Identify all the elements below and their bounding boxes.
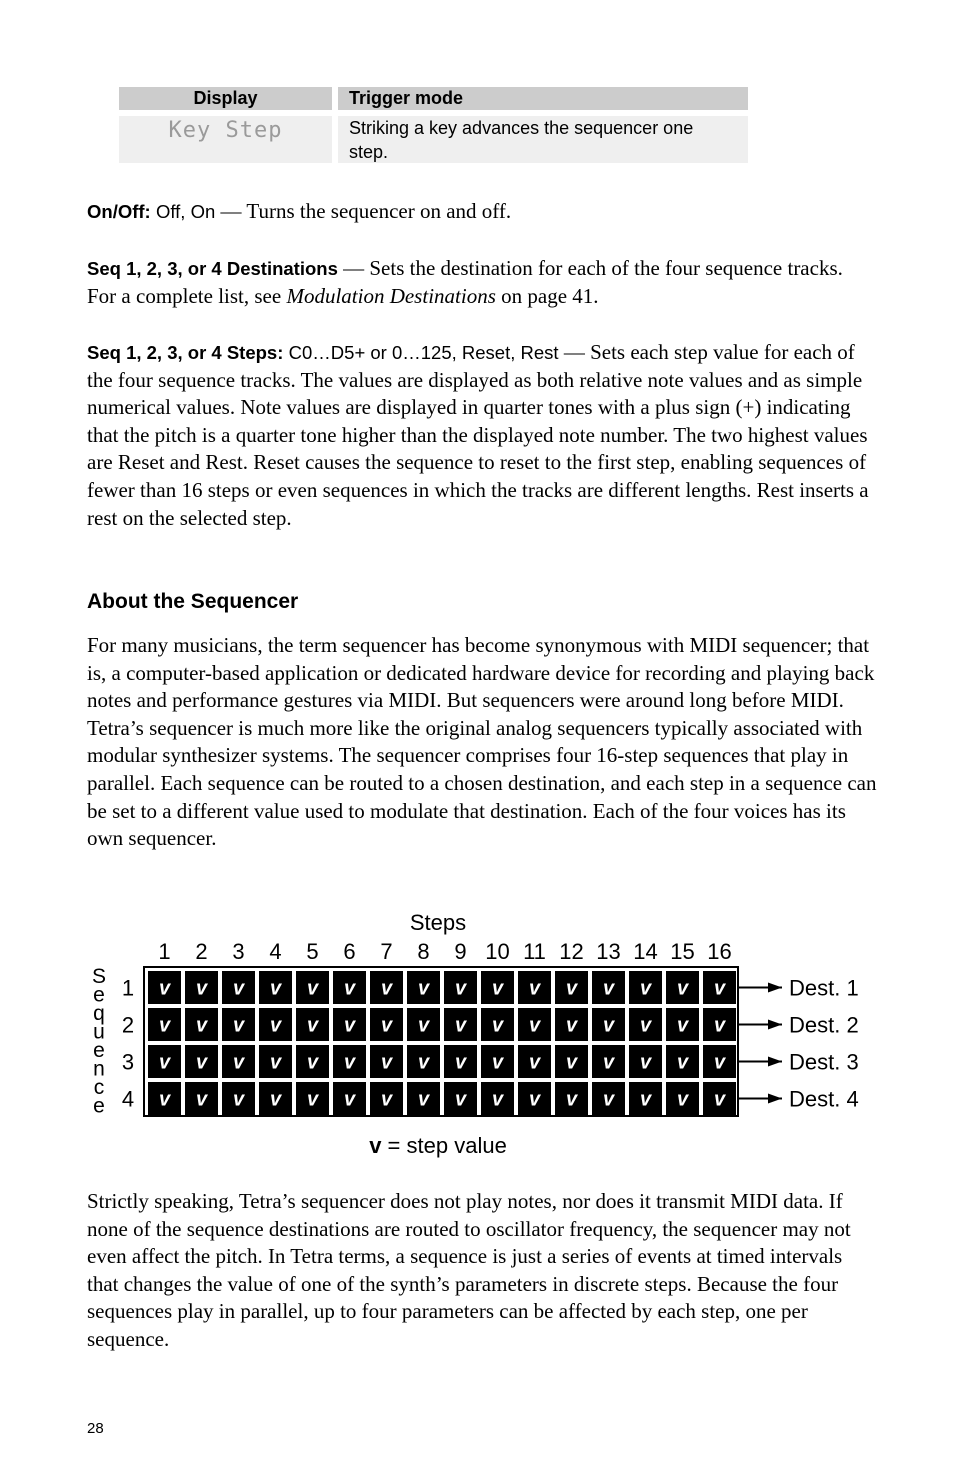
step-value-label: v (269, 1088, 282, 1111)
step-value-label: v (380, 977, 393, 1000)
step-value-label: v (528, 1014, 541, 1037)
step-value-label: v (195, 1014, 208, 1037)
steps-label: Steps (409, 910, 467, 935)
step-value-label: v (380, 1088, 393, 1111)
step-number: 3 (232, 939, 245, 964)
step-value-label: v (195, 977, 208, 1000)
sequence-letter: c (93, 1076, 105, 1099)
step-number: 14 (633, 939, 658, 964)
trigger-mode-table (119, 87, 748, 163)
step-value-label: v (454, 1088, 467, 1111)
legend-text: = step value (381, 1133, 507, 1158)
step-number: 12 (559, 939, 584, 964)
step-number: 11 (523, 939, 546, 964)
param-seq-destinations (87, 255, 877, 310)
step-value-label: v (417, 977, 430, 1000)
step-value-label: v (491, 977, 504, 1000)
sequence-letter: e (93, 1039, 105, 1062)
step-value-label: v (343, 977, 356, 1000)
step-value-label: v (528, 1088, 541, 1111)
step-number-row (158, 939, 731, 964)
row-number: 3 (121, 1049, 135, 1075)
step-value-label: v (417, 1014, 430, 1037)
step-value-label: v (380, 1051, 393, 1074)
step-value-label: v (232, 1014, 245, 1037)
step-value-label: v (158, 1014, 171, 1037)
step-value-label: v (491, 1088, 504, 1111)
step-number: 9 (454, 939, 467, 964)
step-value-label: v (639, 977, 652, 1000)
row-number: 1 (121, 975, 135, 1001)
sequence-letter: e (93, 983, 105, 1007)
step-value-label: v (565, 1088, 578, 1111)
sequence-letter: e (93, 1094, 105, 1118)
step-value-label: v (565, 977, 578, 1000)
step-value-label: v (232, 977, 245, 1000)
dest-label: Dest. 3 (789, 1049, 859, 1075)
step-value-label: v (676, 1051, 689, 1074)
sequence-vertical-label (92, 965, 106, 1118)
param-desc: — Sets each step value for each of the four sequence tracks. The values are displayed as both relative note values and as simple numerical values. Note values are displayed in quarter tones with a plus sign (+) indicating that the pitch is a quarter tone higher than the displayed note number. The two highest values are Reset and Rest. Reset causes the sequence to reset to the first step, enabling sequences of fewer than 16 steps or even sequences in which the tracks are different lengths. Rest inserts a rest on the selected step. (87, 340, 869, 530)
param-values: Off, On (155, 201, 216, 222)
step-value-label: v (454, 977, 467, 1000)
step-value-label: v (232, 1088, 245, 1111)
step-value-label: v (306, 977, 319, 1000)
legend-symbol: v (369, 1133, 382, 1158)
step-value-label: v (565, 1014, 578, 1037)
param-desc-tail: on page 41. (495, 283, 599, 308)
step-value-label: v (602, 1014, 615, 1037)
dest-label: Dest. 2 (789, 1012, 859, 1038)
step-value-label: v (676, 977, 689, 1000)
step-value-label: v (676, 1088, 689, 1111)
step-value-label: v (417, 1088, 430, 1111)
row-number: 4 (121, 1086, 135, 1112)
step-value-label: v (306, 1014, 319, 1037)
sequence-letter: S (91, 965, 107, 988)
step-value-label: v (713, 977, 726, 1000)
dest-label: Dest. 1 (789, 975, 859, 1001)
sequencer-diagram (80, 905, 880, 1165)
step-value-label: v (343, 1051, 356, 1074)
step-value-label: v (158, 1088, 171, 1111)
step-value-label: v (158, 977, 171, 1000)
step-value-label: v (528, 977, 541, 1000)
step-value-label: v (269, 977, 282, 1000)
step-number: 4 (269, 939, 282, 964)
step-value-label: v (380, 1014, 393, 1037)
step-number: 8 (417, 939, 430, 964)
step-value-label: v (269, 1014, 282, 1037)
step-value-label: v (343, 1088, 356, 1111)
sequence-letter: n (93, 1057, 105, 1081)
step-value-label: v (528, 1051, 541, 1074)
table-cell-display: Key Step (119, 116, 332, 163)
page-number: 28 (87, 1420, 104, 1437)
step-value-label: v (491, 1014, 504, 1037)
section-paragraph-2: Strictly speaking, Tetra’s sequencer does not play notes, nor does it transmit MIDI data. If none of the sequence destinations are routed to oscillator frequency, the sequencer may not even affect the pitch. In Tetra terms, a sequence is just a series of events at timed intervals that changes the value of one of the synth’s parameters in discrete steps. Because the four sequences play in parallel, up to four parameters can be affected by each step, one per sequence. (87, 1189, 851, 1351)
step-value-label: v (454, 1051, 467, 1074)
step-value-label: v (417, 1051, 430, 1074)
step-value-label: v (343, 1014, 356, 1037)
row-number-column (122, 976, 134, 1112)
param-label: Seq 1, 2, 3, or 4 Destinations (87, 258, 338, 279)
step-value-label: v (232, 1051, 245, 1074)
step-number: 5 (306, 939, 319, 964)
param-desc: — Sets the destination for each of the four sequence tracks. For a complete list, see (87, 256, 843, 308)
param-label: Seq 1, 2, 3, or 4 Steps: (87, 342, 284, 363)
step-value-label: v (565, 1051, 578, 1074)
sequence-letter: q (93, 1002, 105, 1025)
step-value-label: v (713, 1088, 726, 1111)
step-number: 13 (596, 939, 621, 964)
step-value-label: v (602, 1088, 615, 1111)
step-value-label: v (195, 1051, 208, 1074)
param-values: C0…D5+ or 0…125, Reset, Rest (288, 342, 559, 363)
step-value-label: v (306, 1051, 319, 1074)
param-desc-emphasis: Modulation Destinations (286, 283, 496, 308)
step-number: 6 (343, 939, 356, 964)
step-value-label: v (195, 1088, 208, 1111)
step-number: 1 (158, 939, 171, 964)
step-value-label: v (158, 1051, 171, 1074)
step-value-label: v (639, 1051, 652, 1074)
step-value-label: v (491, 1051, 504, 1074)
step-value-label: v (713, 1051, 726, 1074)
sequence-letter: u (93, 1020, 105, 1044)
step-number: 7 (380, 939, 393, 964)
legend (369, 1133, 507, 1158)
step-value-label: v (269, 1051, 282, 1074)
dest-label: Dest. 4 (789, 1086, 859, 1112)
step-number: 10 (485, 939, 510, 964)
step-value-label: v (713, 1014, 726, 1037)
param-on-off (87, 198, 877, 226)
step-number: 15 (670, 939, 695, 964)
step-value-label: v (454, 1014, 467, 1037)
param-label: On/Off: (87, 201, 151, 222)
step-number: 16 (707, 939, 732, 964)
section-paragraph-1: For many musicians, the term sequencer has become synonymous with MIDI sequencer; that is, a computer-based application or dedicated hardware device for recording and playing back notes and performance gestures via MIDI. But sequencers were around long before MIDI. Tetra’s sequencer is much more like the original analog sequencers typically associated with modular synthesizer systems. The sequencer comprises four 16-step sequences that play in parallel. Each sequence can be routed to a chosen destination, and each step in a sequence can be set to a different value used to modulate that destination. Each of the four voices has its own sequencer. (87, 633, 877, 851)
destination-arrows (738, 976, 859, 1112)
step-value-label: v (676, 1014, 689, 1037)
param-desc: — Turns the sequencer on and off. (215, 199, 512, 223)
step-value-label: v (602, 1051, 615, 1074)
section-heading: About the Sequencer (87, 590, 299, 613)
table-cell-description: Striking a key advances the sequencer one step. (338, 116, 748, 163)
table-header-trigger-mode: Trigger mode (338, 87, 748, 110)
step-value-label: v (306, 1088, 319, 1111)
step-number: 2 (195, 939, 208, 964)
step-value-label: v (639, 1088, 652, 1111)
table-header-display: Display (119, 87, 332, 110)
row-number: 2 (121, 1012, 135, 1038)
param-seq-steps (87, 339, 877, 532)
step-value-label: v (602, 977, 615, 1000)
step-value-label: v (639, 1014, 652, 1037)
